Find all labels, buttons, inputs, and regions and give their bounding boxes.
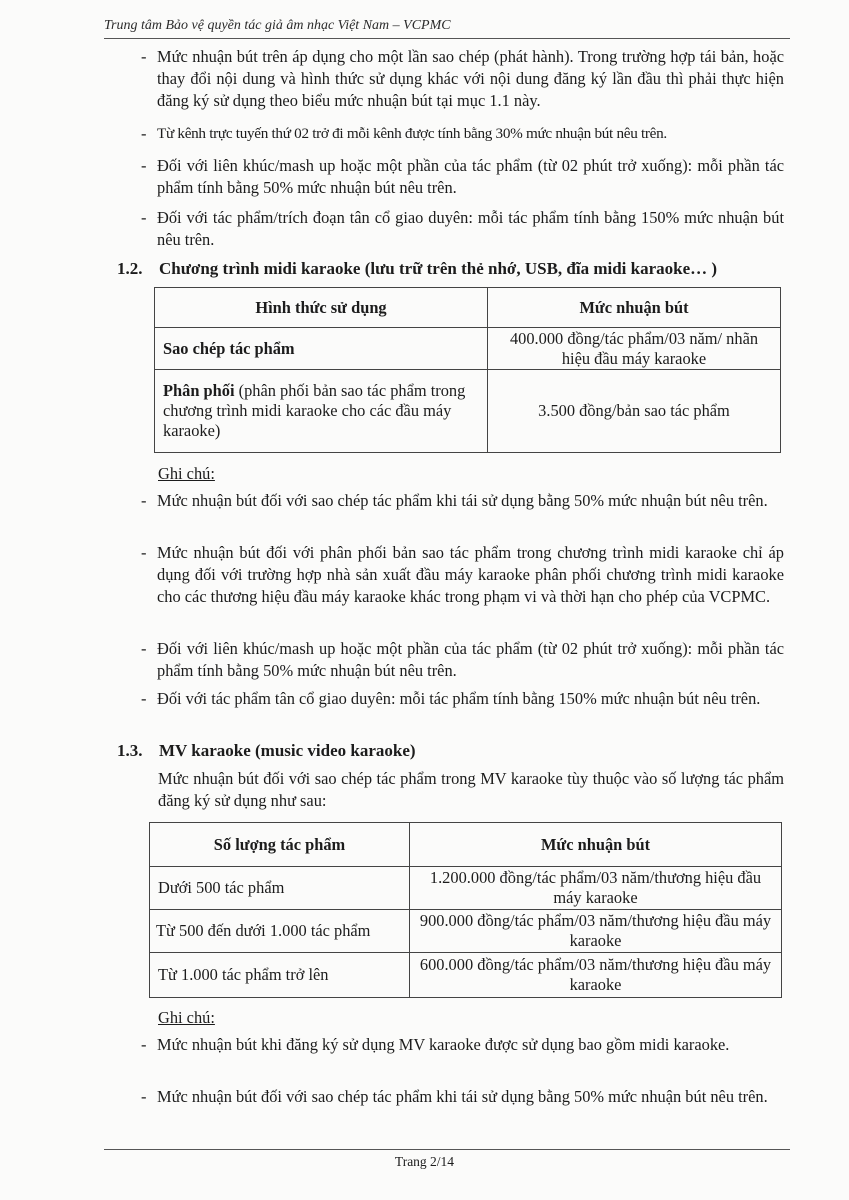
- bullet: -: [141, 1087, 147, 1106]
- page-number: Trang 2/14: [394, 1154, 455, 1169]
- bullet: -: [141, 543, 147, 562]
- note-label: Ghi chú:: [158, 464, 215, 483]
- table-row: Từ 500 đến dưới 1.000 tác phẩm 900.000 đồng/tác phẩm/03 năm/thương hiệu đầu máy karaoke: [150, 910, 782, 953]
- section-intro: Mức nhuận bút đối với sao chép tác phẩm trong MV karaoke tùy thuộc vào số lượng tác phẩm đăng ký sử dụng như sau:: [158, 769, 784, 810]
- mv-karaoke-fee-table: [149, 822, 782, 998]
- list-item: - Mức nhuận bút đối với phân phối bản sao tác phẩm trong chương trình midi karaoke chỉ áp dụng đối với trường hợp nhà sản xuất đầu máy karaoke phân phối chương trình midi karaoke cho các thương hiệu đầu máy karaoke khác trong phạm vi và thời hạn cho phép của VCPMC.: [141, 543, 784, 606]
- list-item: - Mức nhuận bút khi đăng ký sử dụng MV karaoke được sử dụng bao gồm midi karaoke.: [141, 1035, 730, 1054]
- list-item: - Đối với tác phẩm tân cổ giao duyên: mỗi tác phẩm tính bằng 150% mức nhuận bút nêu trên.: [141, 689, 761, 708]
- table-header-row: Số lượng tác phẩm Mức nhuận bút: [150, 823, 782, 867]
- list-item: - Mức nhuận bút trên áp dụng cho một lần sao chép (phát hành). Trong trường hợp tái bản, hoặc thay đổi nội dung và hình thức sử dụng khác với nội dung đăng ký lần đầu thì phải thực hiện đăng ký sử dụng theo biểu mức nhuận bút tại mục 1.1 này.: [141, 47, 784, 110]
- bullet: -: [141, 491, 147, 510]
- bullet: -: [141, 689, 147, 708]
- table-row: Dưới 500 tác phẩm 1.200.000 đồng/tác phẩm/03 năm/thương hiệu đầu máy karaoke: [150, 867, 782, 910]
- document-header: Trung tâm Bảo vệ quyền tác giả âm nhạc Việt Nam – VCPMC: [104, 18, 451, 33]
- bullet: -: [141, 208, 147, 227]
- list-item: - Đối với liên khúc/mash up hoặc một phần của tác phẩm (từ 02 phút trở xuống): mỗi phần tác phẩm tính bằng 50% mức nhuận bút nêu trên.: [141, 156, 784, 197]
- header-rule: [104, 38, 790, 39]
- list-item: - Từ kênh trực tuyến thứ 02 trở đi mỗi kênh được tính bằng 30% mức nhuận bút nêu trên.: [141, 124, 667, 143]
- table-row: Sao chép tác phẩm 400.000 đồng/tác phẩm/03 năm/ nhãn hiệu đầu máy karaoke: [155, 328, 781, 370]
- section-heading-1-2: 1.2. Chương trình midi karaoke (lưu trữ trên thẻ nhớ, USB, đĩa midi karaoke… ): [117, 259, 718, 278]
- section-heading-1-3: 1.3. MV karaoke (music video karaoke): [117, 741, 416, 760]
- bullet: -: [141, 1035, 147, 1054]
- list-item: - Đối với liên khúc/mash up hoặc một phần của tác phẩm (từ 02 phút trở xuống): mỗi phần tác phẩm tính bằng 50% mức nhuận bút nêu trên.: [141, 639, 784, 680]
- table-row: Từ 1.000 tác phẩm trở lên 600.000 đồng/tác phẩm/03 năm/thương hiệu đầu máy karaoke: [150, 953, 782, 998]
- bullet: -: [141, 47, 147, 66]
- note-label: Ghi chú:: [158, 1008, 215, 1027]
- list-item: - Đối với tác phẩm/trích đoạn tân cổ giao duyên: mỗi tác phẩm tính bằng 150% mức nhuận bút nêu trên.: [141, 208, 784, 249]
- bullet: -: [141, 156, 147, 175]
- midi-karaoke-fee-table: [154, 287, 781, 453]
- table-header-row: Hình thức sử dụng Mức nhuận bút: [155, 288, 781, 328]
- bullet: -: [141, 124, 147, 143]
- list-item: - Mức nhuận bút đối với sao chép tác phẩm khi tái sử dụng bằng 50% mức nhuận bút nêu trên.: [141, 1087, 768, 1106]
- bullet: -: [141, 639, 147, 658]
- table-row: Phân phối (phân phối bản sao tác phẩm trong chương trình midi karaoke cho các đầu máy karaoke) 3.500 đồng/bản sao tác phẩm: [155, 370, 781, 453]
- footer-rule: [104, 1149, 790, 1150]
- list-item: - Mức nhuận bút đối với sao chép tác phẩm khi tái sử dụng bằng 50% mức nhuận bút nêu trên.: [141, 491, 768, 510]
